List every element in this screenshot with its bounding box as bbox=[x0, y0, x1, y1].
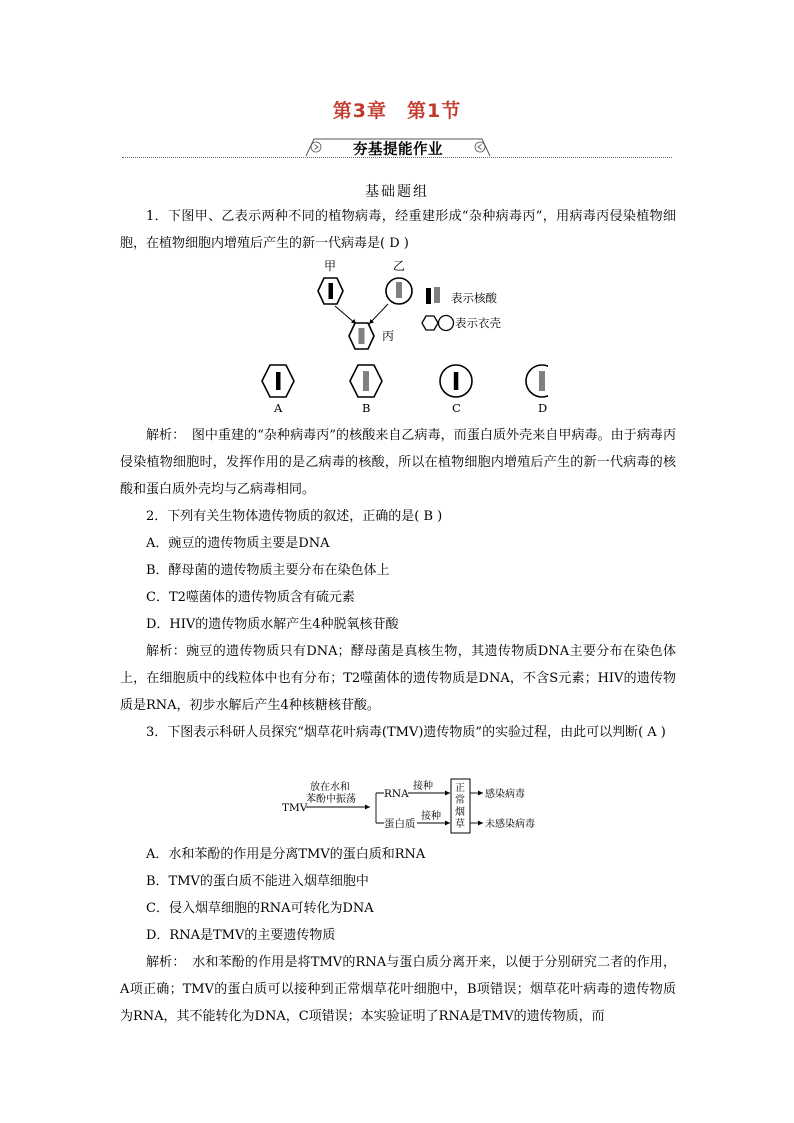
virus-jia-nucleic-icon bbox=[329, 283, 334, 299]
option-b-label: B bbox=[362, 401, 371, 415]
legend-nucleic-coil-icon bbox=[434, 288, 440, 302]
label-yi: 乙 bbox=[393, 259, 406, 273]
legend-round-coat-icon bbox=[439, 316, 454, 331]
chapter-title: 第3章 第1节 bbox=[332, 100, 462, 122]
tobacco-label-1: 正 bbox=[455, 783, 465, 794]
option-d-label: D bbox=[538, 401, 548, 415]
legend-nucleic-bar-icon bbox=[426, 288, 431, 304]
shake-label-2: 苯酚中振荡 bbox=[306, 794, 356, 805]
option-d-coat-icon bbox=[526, 365, 548, 397]
q3-option-a: A．水和苯酚的作用是分离TMV的蛋白质和RNA bbox=[146, 847, 426, 862]
q1-analysis: 解析： 图中重建的“杂种病毒丙”的核酸来自乙病毒，而蛋白质外壳来自甲病毒。由于病毒丙侵染植物细胞时，发挥作用的是乙病毒的核酸，所以在植物细胞内增殖后产生的新一代病毒的核酸和蛋白质外壳均与乙病毒相同。 bbox=[120, 428, 676, 497]
q3-option-c: C．侵入烟草细胞的RNA可转化为DNA bbox=[146, 901, 374, 916]
not-infected-label: 未感染病毒 bbox=[485, 819, 535, 830]
inoculate-label-1: 接种 bbox=[413, 781, 433, 792]
label-bing: 丙 bbox=[382, 329, 395, 343]
tobacco-label-3: 烟 bbox=[455, 807, 465, 818]
q2-option-a: A．豌豆的遗传物质主要是DNA bbox=[146, 536, 330, 551]
q1-stem: 1．下图甲、乙表示两种不同的植物病毒，经重建形成“杂种病毒丙”，用病毒丙侵染植物细胞，在植物细胞内增殖后产生的新一代病毒是( D ) bbox=[120, 209, 676, 251]
virus-diagram bbox=[248, 256, 548, 418]
option-a-nucleic-icon bbox=[276, 372, 281, 390]
option-b-coat-icon bbox=[350, 365, 382, 397]
q3-option-b: B．TMV的蛋白质不能进入烟草细胞中 bbox=[146, 874, 369, 889]
tobacco-label-2: 常 bbox=[455, 795, 465, 806]
option-c-nucleic-icon bbox=[454, 372, 459, 390]
section-title: 基础题组 bbox=[365, 184, 429, 200]
legend-nucleic-label: 表示核酸 bbox=[451, 291, 497, 305]
legend-coat-label: 表示衣壳 bbox=[455, 316, 501, 330]
tobacco-label-4: 草 bbox=[455, 819, 465, 830]
banner-label: 夯基提能作业 bbox=[353, 142, 443, 158]
protein-label: 蛋白质 bbox=[384, 818, 416, 830]
q2-analysis: 解析：豌豆的遗传物质只有DNA；酵母菌是真核生物，其遗传物质DNA主要分布在染色体上，在细胞质中的线粒体中也有分布；T2噬菌体的遗传物质是DNA，不含S元素；HIV的遗传物质是RNA，初步水解后产生4种核糖核苷酸。 bbox=[120, 644, 676, 713]
q3-analysis: 解析： 水和苯酚的作用是将TMV的RNA与蛋白质分离开来，以便于分别研究二者的作用，A项正确；TMV的蛋白质可以接种到正常烟草花叶细胞中，B项错误；烟草花叶病毒的遗传物质为RNA，其不能转化为DNA，C项错误；本实验证明了RNA是TMV的遗传物质，而 bbox=[120, 955, 676, 1024]
q3-option-d: D．RNA是TMV的主要遗传物质 bbox=[146, 928, 336, 943]
option-a-label: A bbox=[274, 401, 283, 415]
infected-label: 感染病毒 bbox=[485, 789, 525, 800]
q2-option-d: D．HIV的遗传物质水解产生4种脱氧核苷酸 bbox=[146, 617, 399, 632]
virus-bing-coat-icon bbox=[349, 323, 374, 349]
inoculate-label-2: 接种 bbox=[421, 811, 441, 822]
shake-label-1: 放在水和 bbox=[310, 782, 350, 793]
legend-hex-coat-icon bbox=[422, 316, 438, 330]
tmv-label: TMV bbox=[282, 802, 308, 814]
q2-option-b: B．酵母菌的遗传物质主要分布在染色体上 bbox=[146, 563, 390, 578]
q3-stem: 3．下图表示科研人员探究“烟草花叶病毒(TMV)遗传物质”的实验过程，由此可以判断( A ) bbox=[146, 725, 666, 740]
label-jia: 甲 bbox=[324, 259, 337, 273]
option-c-label: C bbox=[452, 401, 461, 415]
tmv-experiment-diagram bbox=[280, 775, 550, 837]
q2-option-c: C．T2噬菌体的遗传物质含有硫元素 bbox=[146, 590, 355, 605]
q2-stem: 2．下列有关生物体遗传物质的叙述，正确的是( B ) bbox=[146, 509, 443, 524]
rna-label: RNA bbox=[384, 788, 409, 800]
